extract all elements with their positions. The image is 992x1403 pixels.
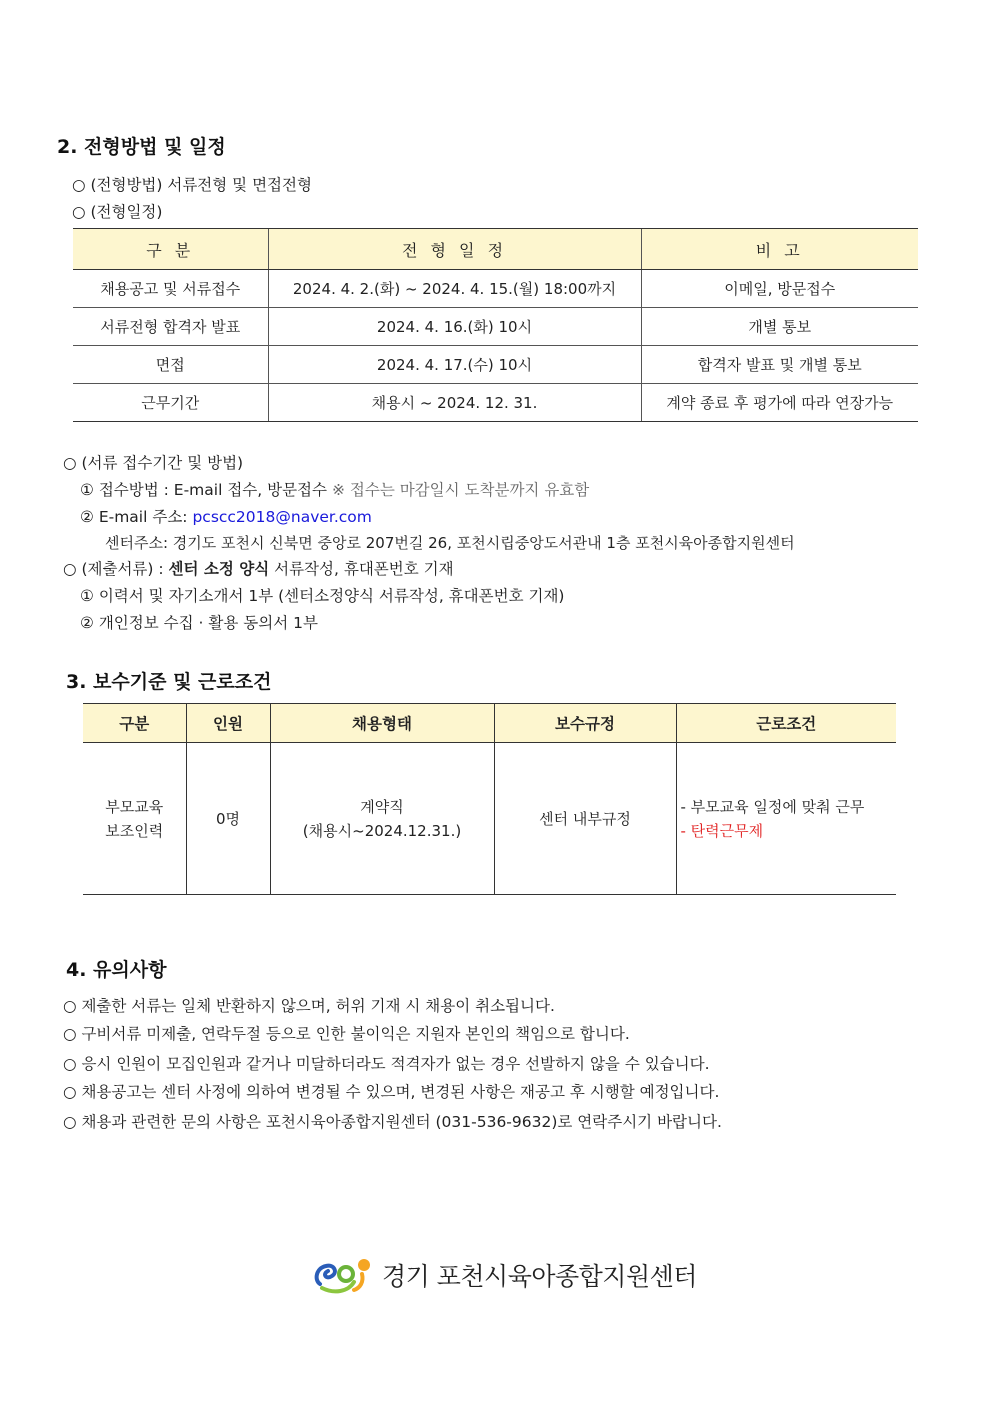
docs-prefix: ○ (제출서류) :: [63, 560, 164, 578]
schedule-table: [73, 228, 918, 422]
table-cell: 계약 종료 후 평가에 따라 연장가능: [641, 384, 918, 422]
table-header-cell: 보수규정: [494, 704, 676, 743]
logo-mark-icon: [312, 1254, 378, 1296]
type-line-2: (채용시~2024.12.31.): [302, 821, 462, 840]
note-item: ○ 응시 인원이 모집인원과 같거나 미달하더라도 적격자가 없는 경우 선발하지 않을 수 있습니다.: [63, 1055, 710, 1073]
docs-suffix: 서류작성, 휴대폰번호 기재: [274, 560, 454, 578]
table-header-cell: 구 분: [73, 229, 268, 270]
receipt-method-text: ① 접수방법 : E-mail 접수, 방문접수: [80, 481, 328, 499]
center-address: 센터주소: 경기도 포천시 신북면 중앙로 207번길 26, 포천시립중앙도서관내 1층 포천시육아종합지원센터: [105, 534, 795, 552]
selection-method: ○ (전형방법) 서류전형 및 면접전형: [72, 176, 312, 194]
doc-item-1: ① 이력서 및 자기소개서 1부 (센터소정양식 서류작성, 휴대폰번호 기재): [80, 587, 565, 605]
table-cell: 근무기간: [73, 384, 268, 422]
logo-text: 경기 포천시육아종합지원센터: [382, 1262, 697, 1291]
email-link[interactable]: pcscc2018@naver.com: [192, 508, 372, 526]
table-cell: 0명: [186, 743, 270, 895]
note-item: ○ 채용공고는 센터 사정에 의하여 변경될 수 있으며, 변경된 사항은 재공고 후 시행할 예정입니다.: [63, 1083, 720, 1101]
table-row: [83, 743, 896, 895]
table-cell: 이메일, 방문접수: [641, 270, 918, 308]
table-header-cell: 전 형 일 정: [268, 229, 641, 270]
email-label: ② E-mail 주소:: [80, 508, 188, 526]
schedule-label: ○ (전형일정): [72, 203, 163, 221]
table-cell: 면접: [73, 346, 268, 384]
table-cell: 센터 내부규정: [494, 743, 676, 895]
category-line-1: 부모교육: [105, 797, 164, 816]
condition-2: - 탄력근무제: [680, 821, 764, 840]
section-2-title: 2. 전형방법 및 일정: [57, 136, 226, 158]
pay-table: [83, 703, 896, 895]
table-header-cell: 비 고: [641, 229, 918, 270]
type-line-1: 계약직: [360, 797, 404, 816]
table-cell: 개별 통보: [641, 308, 918, 346]
note-item: ○ 채용과 관련한 문의 사항은 포천시육아종합지원센터 (031-536-9632)로 연락주시기 바랍니다.: [63, 1113, 722, 1131]
table-cell: [270, 743, 494, 895]
receipt-note: ※ 접수는 마감일시 도착분까지 유효함: [331, 481, 590, 499]
center-logo: [312, 1254, 697, 1296]
category-line-2: 보조인력: [105, 821, 164, 840]
section-4-title: 4. 유의사항: [66, 959, 167, 981]
table-header-row: [83, 704, 896, 743]
doc-item-2: ② 개인정보 수집 · 활용 동의서 1부: [80, 614, 318, 632]
receipt-title: ○ (서류 접수기간 및 방법): [63, 454, 244, 472]
table-row: [73, 346, 918, 384]
table-row: [73, 270, 918, 308]
table-header-cell: 채용형태: [270, 704, 494, 743]
table-cell: 채용시 ~ 2024. 12. 31.: [268, 384, 641, 422]
section-3-title: 3. 보수기준 및 근로조건: [66, 671, 272, 693]
table-row: [73, 308, 918, 346]
submission-docs: [63, 557, 454, 579]
docs-bold: 센터 소정 양식: [168, 560, 270, 578]
table-header-cell: 인원: [186, 704, 270, 743]
note-item: ○ 구비서류 미제출, 연락두절 등으로 인한 불이익은 지원자 본인의 책임으로 합니다.: [63, 1025, 630, 1043]
table-cell: 2024. 4. 17.(수) 10시: [268, 346, 641, 384]
table-cell: 합격자 발표 및 개별 통보: [641, 346, 918, 384]
table-cell: 2024. 4. 16.(화) 10시: [268, 308, 641, 346]
table-cell: 2024. 4. 2.(화) ~ 2024. 4. 15.(월) 18:00까지: [268, 270, 641, 308]
email-line: [80, 505, 372, 527]
table-header-cell: 근로조건: [676, 704, 896, 743]
table-header-row: [73, 229, 918, 270]
table-cell: [676, 743, 896, 895]
table-cell: 채용공고 및 서류접수: [73, 270, 268, 308]
table-row: [73, 384, 918, 422]
table-cell: [83, 743, 186, 895]
condition-1: - 부모교육 일정에 맞춰 근무: [680, 797, 865, 816]
table-cell: 서류전형 합격자 발표: [73, 308, 268, 346]
receipt-method: [80, 478, 589, 500]
table-header-cell: 구분: [83, 704, 186, 743]
note-item: ○ 제출한 서류는 일체 반환하지 않으며, 허위 기재 시 채용이 취소됩니다.: [63, 997, 555, 1015]
